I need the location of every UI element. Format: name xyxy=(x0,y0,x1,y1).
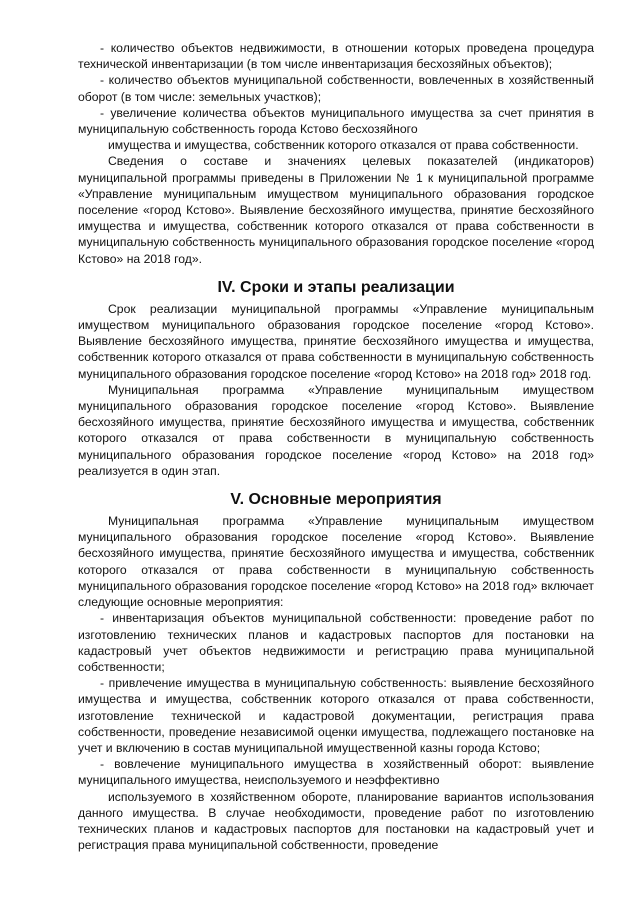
document-page xyxy=(78,40,594,853)
indicator-item-inventory: - количество объектов недвижимости, в отношении которых проведена процедура технической инвентаризации (в том числе инвентаризация бесхозяйных объектов); xyxy=(78,41,594,72)
measure-item-inventory: - инвентаризация объектов муниципальной собственности: проведение работ по изготовлению технических планов и кадастровых паспортов для постановки на кадастровый учет объектов недвижимости и регистрацию права муниципальной собственности; xyxy=(78,611,594,674)
section-4-title: IV. Сроки и этапы реализации xyxy=(217,278,455,296)
indicators-reference-paragraph: Сведения о составе и значениях целевых показателей (индикаторов) муниципальной программы приведены в Приложении № 1 к муниципальной программе «Управление муниципальным имуществом муниципального образования городское поселение «город Кстово». Выявление бесхозяйного имущества, принятие бесхозяйного имущества и имущества, собственник которого отказался от права собственности в муниципальную собственность муниципального образования городское поселение «город Кстово» на 2018 год». xyxy=(78,154,594,266)
indicator-item-economic-turnover: - количество объектов муниципальной собственности, вовлеченных в хозяйственный оборот (в том числе: земельных участков); xyxy=(78,73,594,104)
section-5-intro: Муниципальная программа «Управление муниципальным имуществом муниципального образования городское поселение «город Кстово». Выявление бесхозяйного имущества, принятие бесхозяйного имущества и имущества, собственник которого отказался от права собственности в муниципальную собственность муниципального образования городское поселение «город Кстово» на 2018 год» включает следующие основные мероприятия: xyxy=(78,514,594,610)
indicator-item-continuation: имущества и имущества, собственник которого отказался от права собственности. xyxy=(108,138,579,153)
measure-item-involvement: - вовлечение муниципального имущества в хозяйственный оборот: выявление муниципального имущества, неиспользуемого и неэффективно xyxy=(78,757,594,788)
measure-item-continuation: используемого в хозяйственном обороте, планирование вариантов использования данного имущества. В случае необходимости, проведение работ по изготовлению технических планов и кадастровых паспортов для постановки на кадастровый учет и регистрация права муниципальной собственности, проведение xyxy=(78,789,594,853)
indicator-item-ownerless-property: - увеличение количества объектов муниципального имущества за счет принятия в муниципальную собственность города Кстово бесхозяйного xyxy=(78,105,594,137)
section-4-paragraph-term: Срок реализации муниципальной программы «Управление муниципальным имуществом муниципального образования городское поселение «город Кстово». Выявление бесхозяйного имущества, принятие бесхозяйного имущества и имущества, собственник которого отказался от права собственности в муниципальную собственность муниципального образования городское поселение «город Кстово» на 2018 год» 2018 год. xyxy=(78,301,594,381)
measure-item-attraction: - привлечение имущества в муниципальную собственность: выявление бесхозяйного имущества и имущества, собственник которого отказался от права собственности, изготовление технической и кадастровой документации, регистрация права собственности, проведение независимой оценки имущества, подлежащего постановке на учет и включению в состав муниципальной имущественной казны города Кстово; xyxy=(78,676,594,755)
section-4-paragraph-stage: Муниципальная программа «Управление муниципальным имуществом муниципального образования городское поселение «город Кстово». Выявление бесхозяйного имущества, принятие бесхозяйного имущества и имущества, собственник которого отказался от права собственности в муниципальную собственность муниципального образования городское поселение «город Кстово» на 2018 год» реализуется в один этап. xyxy=(78,382,594,478)
section-5-title: V. Основные мероприятия xyxy=(230,491,442,509)
